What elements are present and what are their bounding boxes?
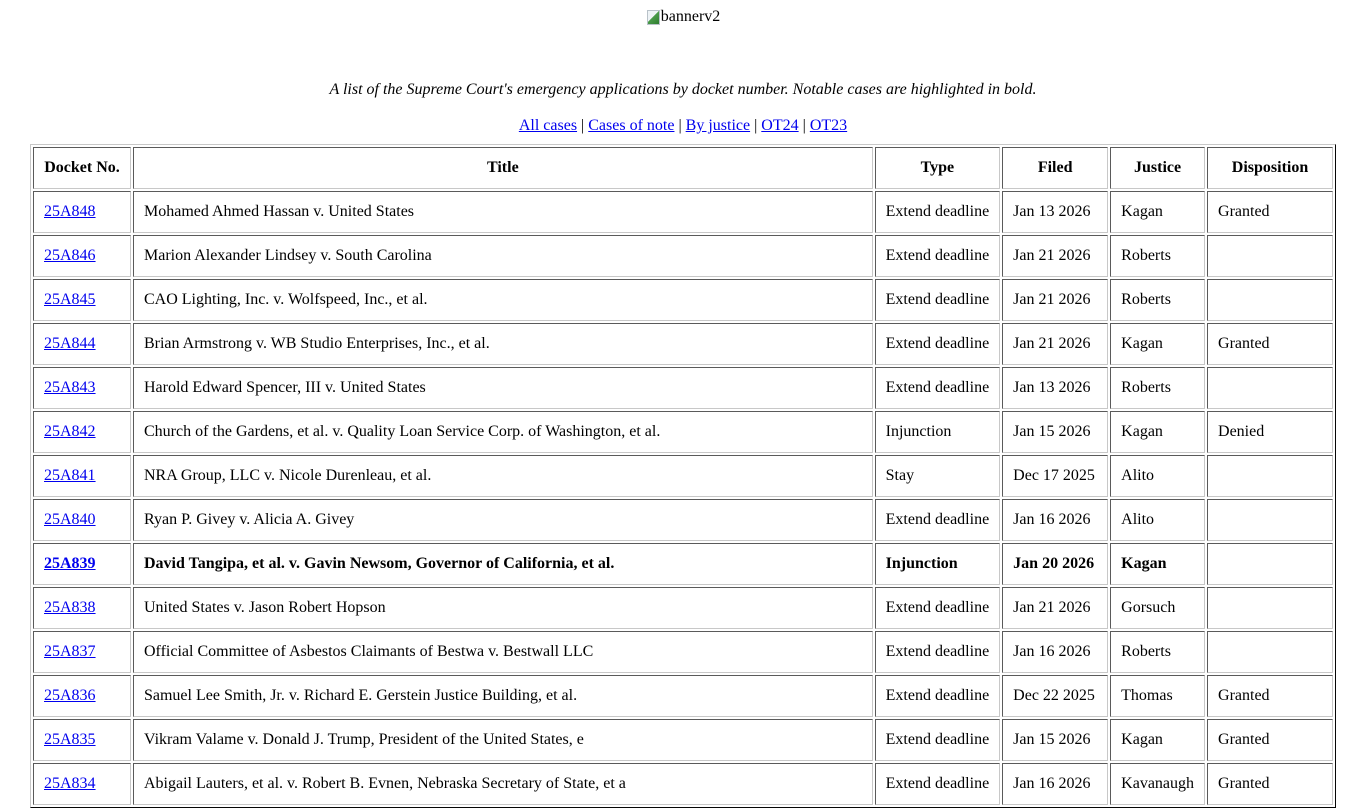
nav-link-cases-of-note[interactable]: Cases of note [588, 117, 675, 134]
cell-docket [33, 763, 131, 805]
table-row [33, 587, 1333, 629]
nav-separator: | [802, 117, 806, 134]
cell-disposition: Granted [1207, 323, 1333, 365]
cell-justice: Kavanaugh [1110, 763, 1205, 805]
cell-disposition: Granted [1207, 191, 1333, 233]
cases-table [30, 144, 1336, 808]
cell-title: CAO Lighting, Inc. v. Wolfspeed, Inc., et al. [133, 279, 873, 321]
banner [30, 8, 1336, 28]
cell-filed: Jan 21 2026 [1002, 587, 1108, 629]
nav-separator: | [678, 117, 682, 134]
docket-link[interactable]: 25A845 [44, 291, 96, 308]
cell-title: Vikram Valame v. Donald J. Trump, President of the United States, e [133, 719, 873, 761]
cell-filed: Jan 15 2026 [1002, 411, 1108, 453]
cell-disposition [1207, 367, 1333, 409]
cell-type: Extend deadline [875, 587, 1001, 629]
docket-link[interactable]: 25A840 [44, 511, 96, 528]
docket-link[interactable]: 25A837 [44, 643, 96, 660]
cell-justice: Roberts [1110, 235, 1205, 277]
cell-disposition [1207, 279, 1333, 321]
docket-link[interactable]: 25A835 [44, 731, 96, 748]
nav-link-by-justice[interactable]: By justice [685, 117, 751, 134]
cell-filed: Jan 16 2026 [1002, 763, 1108, 805]
cell-docket [33, 279, 131, 321]
cell-type: Extend deadline [875, 323, 1001, 365]
table-row [33, 675, 1333, 717]
cell-filed: Jan 16 2026 [1002, 499, 1108, 541]
cell-disposition [1207, 455, 1333, 497]
cell-title: David Tangipa, et al. v. Gavin Newsom, Governor of California, et al. [133, 543, 873, 585]
table-row [33, 543, 1333, 585]
cell-justice: Alito [1110, 499, 1205, 541]
cell-type: Extend deadline [875, 235, 1001, 277]
table-header-row [33, 147, 1333, 189]
docket-link[interactable]: 25A842 [44, 423, 96, 440]
docket-link[interactable]: 25A843 [44, 379, 96, 396]
header-docket: Docket No. [33, 147, 131, 189]
nav-link-all-cases[interactable]: All cases [518, 117, 578, 134]
cell-type: Stay [875, 455, 1001, 497]
table-row [33, 367, 1333, 409]
cell-title: Harold Edward Spencer, III v. United States [133, 367, 873, 409]
cell-docket [33, 455, 131, 497]
table-row [33, 411, 1333, 453]
cell-justice: Kagan [1110, 191, 1205, 233]
header-title: Title [133, 147, 873, 189]
nav-links [30, 116, 1336, 136]
cell-docket [33, 235, 131, 277]
docket-link[interactable]: 25A848 [44, 203, 96, 220]
cell-disposition: Granted [1207, 675, 1333, 717]
cell-type: Extend deadline [875, 719, 1001, 761]
cell-filed: Jan 20 2026 [1002, 543, 1108, 585]
cell-justice: Alito [1110, 455, 1205, 497]
nav-separator: | [754, 117, 758, 134]
cell-justice: Kagan [1110, 719, 1205, 761]
cell-type: Extend deadline [875, 279, 1001, 321]
docket-link[interactable]: 25A836 [44, 687, 96, 704]
cell-justice: Thomas [1110, 675, 1205, 717]
table-row [33, 719, 1333, 761]
cell-docket [33, 719, 131, 761]
docket-link[interactable]: 25A841 [44, 467, 96, 484]
cell-type: Extend deadline [875, 675, 1001, 717]
cell-justice: Roberts [1110, 367, 1205, 409]
cell-justice: Kagan [1110, 323, 1205, 365]
cell-type: Extend deadline [875, 631, 1001, 673]
cell-title: Ryan P. Givey v. Alicia A. Givey [133, 499, 873, 541]
table-row [33, 235, 1333, 277]
nav-separator: | [581, 117, 585, 134]
banner-alt-text: bannerv2 [660, 8, 721, 25]
cell-filed: Jan 16 2026 [1002, 631, 1108, 673]
cell-docket [33, 587, 131, 629]
cell-title: Official Committee of Asbestos Claimants of Bestwa v. Bestwall LLC [133, 631, 873, 673]
cell-docket [33, 543, 131, 585]
intro-text: A list of the Supreme Court's emergency applications by docket number. Notable cases are highlighted in bold. [329, 81, 1037, 98]
cell-title: Abigail Lauters, et al. v. Robert B. Evnen, Nebraska Secretary of State, et a [133, 763, 873, 805]
table-row [33, 191, 1333, 233]
docket-link[interactable]: 25A839 [44, 555, 96, 572]
header-type: Type [875, 147, 1001, 189]
broken-image-icon [646, 9, 660, 25]
banner-image [646, 8, 721, 26]
docket-link[interactable]: 25A844 [44, 335, 96, 352]
docket-link[interactable]: 25A846 [44, 247, 96, 264]
docket-link[interactable]: 25A838 [44, 599, 96, 616]
cell-filed: Jan 13 2026 [1002, 367, 1108, 409]
header-filed: Filed [1002, 147, 1108, 189]
nav-link-ot23[interactable]: OT23 [809, 117, 848, 134]
cell-disposition [1207, 235, 1333, 277]
cell-title: NRA Group, LLC v. Nicole Durenleau, et al. [133, 455, 873, 497]
cell-disposition [1207, 543, 1333, 585]
cell-disposition [1207, 587, 1333, 629]
cell-filed: Dec 17 2025 [1002, 455, 1108, 497]
cell-disposition [1207, 499, 1333, 541]
cell-disposition: Denied [1207, 411, 1333, 453]
cell-filed: Jan 13 2026 [1002, 191, 1108, 233]
cell-type: Extend deadline [875, 763, 1001, 805]
cell-docket [33, 411, 131, 453]
cell-justice: Kagan [1110, 411, 1205, 453]
cell-docket [33, 631, 131, 673]
cell-docket [33, 499, 131, 541]
cell-justice: Gorsuch [1110, 587, 1205, 629]
cell-title: Samuel Lee Smith, Jr. v. Richard E. Gerstein Justice Building, et al. [133, 675, 873, 717]
cell-filed: Jan 21 2026 [1002, 323, 1108, 365]
cell-title: United States v. Jason Robert Hopson [133, 587, 873, 629]
table-row [33, 763, 1333, 805]
cell-title: Mohamed Ahmed Hassan v. United States [133, 191, 873, 233]
cell-filed: Dec 22 2025 [1002, 675, 1108, 717]
cell-type: Injunction [875, 543, 1001, 585]
cell-justice: Roberts [1110, 631, 1205, 673]
cell-filed: Jan 21 2026 [1002, 279, 1108, 321]
cell-type: Extend deadline [875, 191, 1001, 233]
cell-disposition: Granted [1207, 763, 1333, 805]
cell-type: Injunction [875, 411, 1001, 453]
table-row [33, 631, 1333, 673]
table-row [33, 455, 1333, 497]
table-row [33, 279, 1333, 321]
cell-disposition: Granted [1207, 719, 1333, 761]
cell-title: Church of the Gardens, et al. v. Quality Loan Service Corp. of Washington, et al. [133, 411, 873, 453]
cell-docket [33, 191, 131, 233]
header-justice: Justice [1110, 147, 1205, 189]
table-row [33, 499, 1333, 541]
cell-justice: Roberts [1110, 279, 1205, 321]
cell-docket [33, 323, 131, 365]
header-disposition: Disposition [1207, 147, 1333, 189]
table-row [33, 323, 1333, 365]
cell-docket [33, 675, 131, 717]
cell-title: Brian Armstrong v. WB Studio Enterprises, Inc., et al. [133, 323, 873, 365]
cell-type: Extend deadline [875, 499, 1001, 541]
cell-type: Extend deadline [875, 367, 1001, 409]
docket-link[interactable]: 25A834 [44, 775, 96, 792]
cell-justice: Kagan [1110, 543, 1205, 585]
nav-link-ot24[interactable]: OT24 [761, 117, 799, 134]
cell-docket [33, 367, 131, 409]
cell-filed: Jan 15 2026 [1002, 719, 1108, 761]
cell-filed: Jan 21 2026 [1002, 235, 1108, 277]
cell-disposition [1207, 631, 1333, 673]
cell-title: Marion Alexander Lindsey v. South Carolina [133, 235, 873, 277]
